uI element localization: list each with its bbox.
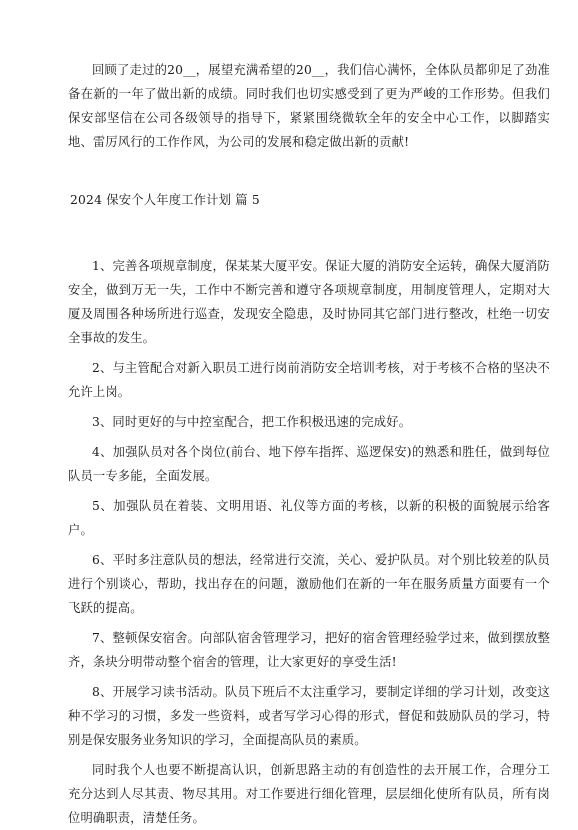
intro-paragraph: 回顾了走过的20__，展望充满希望的20__，我们信心满怀，全体队员都卯足了劲准备在新的一年了做出新的成绩。同时我们也切实感受到了更为严峻的工作形势。但我们保安部坚信在公司各级领导的指导下，紧紧围绕微软全年的安全中心工作，以脚踏实地、雷厉风行的工作作风，为公司的发展和稳定做出新的贡献! — [68, 63, 550, 149]
plan-item-5: 5、加强队员在着装、文明用语、礼仪等方面的考核，以新的积极的面貌展示给客户。 — [68, 499, 550, 537]
plan-item-2: 2、与主管配合对新入职员工进行岗前消防安全培训考核，对于考核不合格的坚决不允许上岗。 — [68, 361, 550, 399]
section-heading: 2024 保安个人年度工作计划 篇 5 — [70, 193, 260, 207]
plan-item-1: 1、完善各项规章制度，保某某大厦平安。保证大厦的消防安全运转，确保大厦消防安全，做到万无一失，工作中不断完善和遵守各项规章制度，用制度管理人，定期对大厦及周围各种场所进行巡查，发现安全隐患，及时协同其它部门进行整改，杜绝一切安全事故的发生。 — [68, 259, 550, 345]
plan-item-6: 6、平时多注意队员的想法，经常进行交流，关心、爱护队员。对个别比较差的队员进行个别谈心，帮助，找出存在的问题，激励他们在新的一年在服务质量方面要有一个飞跃的提高。 — [68, 553, 550, 615]
closing-paragraph: 同时我个人也要不断提高认识，创新思路主动的有创造性的去开展工作，合理分工充分达到人尽其责、物尽其用。对工作要进行细化管理，层层细化使所有队员，所有岗位明确职责，清楚任务。 — [68, 763, 550, 825]
plan-item-7: 7、整顿保安宿舍。向部队宿舍管理学习，把好的宿舍管理经验学过来，做到摆放整齐，条块分明带动整个宿舍的管理，让大家更好的享受生活! — [68, 631, 550, 669]
plan-item-3: 3、同时更好的与中控室配合，把工作积极迅速的完成好。 — [92, 415, 412, 429]
plan-item-8: 8、开展学习读书活动。队员下班后不太注重学习，要制定详细的学习计划，改变这种不学习的习惯，多发一些资料，或者写学习心得的形式，督促和鼓励队员的学习，特别是保安服务业务知识的学习，全面提高队员的素质。 — [68, 685, 550, 747]
plan-item-4: 4、加强队员对各个岗位(前台、地下停车指挥、巡逻保安)的熟悉和胜任，做到每位队员一专多能，全面发展。 — [68, 445, 550, 483]
